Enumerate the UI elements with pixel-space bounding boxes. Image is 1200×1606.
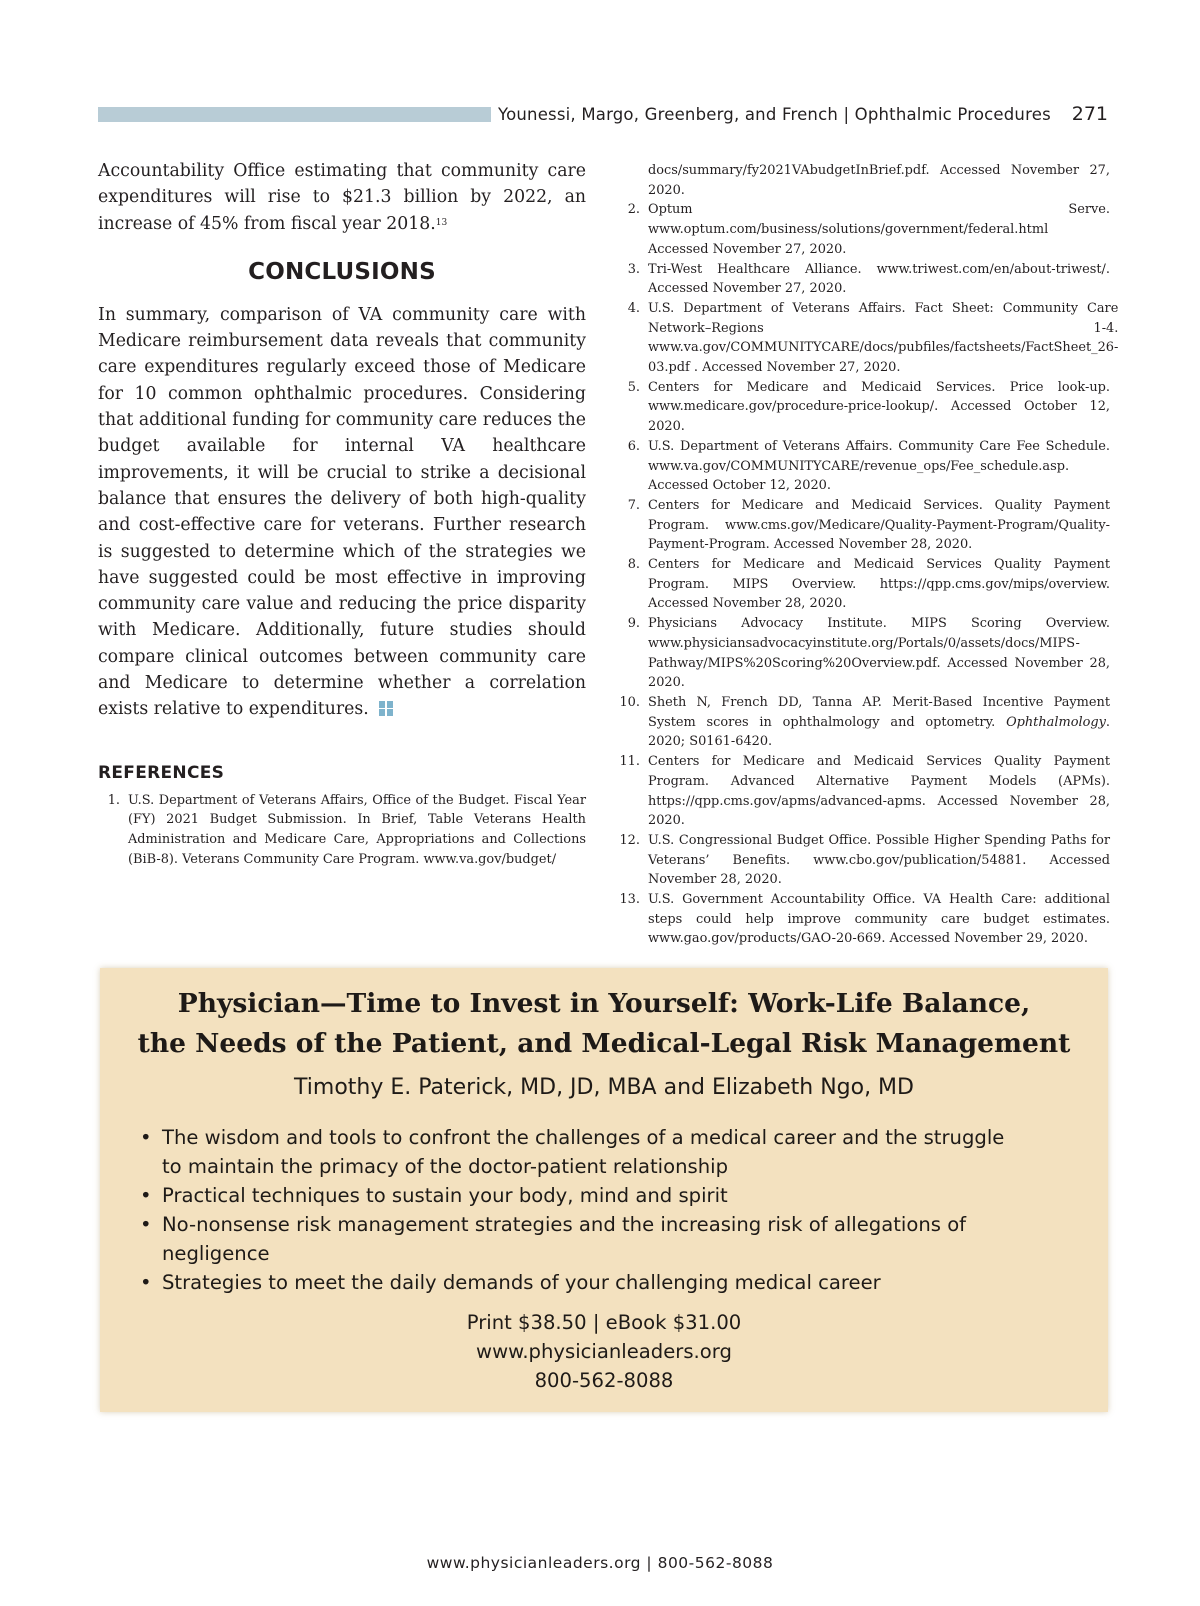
reference-number: 3. xyxy=(627,261,640,277)
reference-item xyxy=(618,614,1110,693)
reference-number: 10. xyxy=(619,694,640,710)
ad-title xyxy=(100,984,1108,1064)
reference-item xyxy=(618,693,1110,752)
reference-text: Centers for Medicare and Medicaid Services. Price look-up. www.medicare.gov/procedure-price-lookup/. Accessed October 12, 2020. xyxy=(648,379,1110,435)
reference-text: Tri-West Healthcare Alliance. www.triwest.com/en/about-triwest/. Accessed November 27, 2020. xyxy=(648,261,1110,297)
conclusions-paragraph xyxy=(98,302,586,723)
ad-price: Print $38.50 | eBook $31.00 xyxy=(466,1311,742,1334)
reference-text xyxy=(648,693,1110,752)
reference-text: U.S. Department of Veterans Affairs. Fact Sheet: Community Care Network–Regions 1-4. www.va.gov/COMMUNITYCARE/docs/pubfiles/factsheets/FactSheet_26-03.pdf . Accessed November 27, 2020. xyxy=(648,300,1119,376)
reference-item xyxy=(98,791,586,870)
reference-item xyxy=(618,378,1110,437)
conclusions-text: In summary, comparison of VA community care with Medicare reimbursement data reveals that community care expenditures regularly exceed those of Medicare for 10 common ophthalmic procedures. Considering that additional funding for community care reduces the budget available for internal VA healthcare improvements, it will be crucial to strike a decisional balance that ensures the delivery of both high-quality and cost-effective care for veterans. Further research is suggested to determine which of the strategies we have suggested could be most effective in improving community care value and reducing the price disparity with Medicare. Additionally, future studies should compare clinical outcomes between community care and Medicare to determine whether a correlation exists relative to expenditures. xyxy=(98,304,586,720)
ad-bullet: • The wisdom and tools to confront the challenges of a medical career and the struggle to maintain the primacy of the doctor-patient relationship xyxy=(140,1123,1020,1181)
reference-item xyxy=(618,555,1110,614)
header-bar xyxy=(98,107,491,122)
reference-item xyxy=(618,831,1110,890)
reference-number xyxy=(618,161,648,200)
reference-text-tail: . 2020; S0161-6420. xyxy=(648,714,1110,750)
reference-text: docs/summary/fy2021VAbudgetInBrief.pdf. Accessed November 27, 2020. xyxy=(648,163,1110,198)
reference-number: 6. xyxy=(627,438,640,454)
reference-number: 9. xyxy=(627,616,640,632)
reference-text: U.S. Department of Veterans Affairs. Community Care Fee Schedule. www.va.gov/COMMUNITYCARE/revenue_ops/Fee_schedule.asp. Accessed October 12, 2020. xyxy=(648,438,1110,494)
reference-text: Centers for Medicare and Medicaid Services Quality Payment Program. Advanced Alternative Payment Models (APMs). https://qpp.cms.gov/apms/advanced-apms. Accessed November 28, 2020. xyxy=(648,754,1110,829)
reference-text: U.S. Government Accountability Office. VA Health Care: additional steps could help improve community care budget estimates. www.gao.gov/products/GAO-20-669. Accessed November 29, 2020. xyxy=(648,892,1110,947)
ad-website[interactable]: www.physicianleaders.org xyxy=(476,1340,732,1363)
references-list-right xyxy=(618,161,1119,949)
running-title: Younessi, Margo, Greenberg, and French | Ophthalmic Procedures xyxy=(498,105,1051,124)
ad-title-line-1: Physician—Time to Invest in Yourself: Work-Life Balance, xyxy=(177,988,1031,1019)
reference-number: 1. xyxy=(107,792,120,808)
page-footer: www.physicianleaders.org | 800-562-8088 xyxy=(426,1554,774,1572)
book-advertisement xyxy=(100,968,1108,1412)
reference-number: 12. xyxy=(619,832,640,848)
reference-text: Physicians Advocacy Institute. MIPS Scoring Overview. www.physiciansadvocacyinstitute.org/Portals/0/assets/docs/MIPS-Pathway/MIPS%20Scoring%20Overview.pdf. Accessed November 28, 2020. xyxy=(648,616,1110,691)
reference-item xyxy=(618,200,1110,259)
running-head xyxy=(498,103,1108,129)
reference-number: 11. xyxy=(619,754,640,770)
left-column xyxy=(98,158,586,869)
reference-number: 4. xyxy=(627,300,640,316)
citation-13: 13 xyxy=(435,217,448,228)
ad-pricing-block xyxy=(100,1308,1108,1395)
reference-number: 2. xyxy=(627,202,640,218)
references-heading: REFERENCES xyxy=(98,762,225,783)
ad-bullet: • Strategies to meet the daily demands of your challenging medical career xyxy=(140,1268,1020,1297)
reference-text: U.S. Department of Veterans Affairs, Office of the Budget. Fiscal Year (FY) 2021 Budget Submission. In Brief, Table Veterans Health Administration and Medicare Care, Appropriations and Collections (BiB-8). Veterans Community Care Program. www.va.gov/budget/ xyxy=(128,792,586,867)
reference-item xyxy=(618,260,1110,299)
reference-item xyxy=(618,890,1110,949)
page-number: 271 xyxy=(1071,103,1108,125)
references-list-left xyxy=(98,791,586,870)
reference-item xyxy=(618,161,1110,200)
end-of-article-icon xyxy=(379,701,394,716)
reference-number: 7. xyxy=(627,497,640,513)
reference-text-main: Sheth N, French DD, Tanna AP. Merit-Based Incentive Payment System scores in ophthalmology and optometry. xyxy=(648,694,1110,730)
conclusions-heading: CONCLUSIONS xyxy=(248,258,436,285)
reference-text: Centers for Medicare and Medicaid Services Quality Payment Program. MIPS Overview. https://qpp.cms.gov/mips/overview. Accessed November 28, 2020. xyxy=(648,557,1110,612)
ad-bullet: • No-nonsense risk management strategies and the increasing risk of allegations of negligence xyxy=(140,1210,1020,1268)
reference-text: Centers for Medicare and Medicaid Services. Quality Payment Program. www.cms.gov/Medicare/Quality-Payment-Program/Quality-Payment-Program. Accessed November 28, 2020. xyxy=(648,497,1110,553)
intro-text: Accountability Office estimating that community care expenditures will rise to $21.3 billion by 2022, an increase of 45% from fiscal year 2018. xyxy=(98,161,586,234)
intro-paragraph xyxy=(98,158,586,237)
ad-bullet: • Practical techniques to sustain your body, mind and spirit xyxy=(140,1181,1020,1210)
right-column xyxy=(618,161,1119,949)
ad-bullet-list xyxy=(140,1123,1020,1297)
reference-item xyxy=(618,496,1110,555)
reference-item xyxy=(618,752,1110,831)
ad-authors: Timothy E. Paterick, MD, JD, MBA and Elizabeth Ngo, MD xyxy=(294,1075,914,1100)
reference-number: 5. xyxy=(627,379,640,395)
reference-text: U.S. Congressional Budget Office. Possible Higher Spending Paths for Veterans’ Benefits. www.cbo.gov/publication/54881. Accessed November 28, 2020. xyxy=(648,832,1110,888)
reference-number: 8. xyxy=(627,557,640,573)
reference-number: 13. xyxy=(619,892,640,908)
reference-text: Optum Serve. www.optum.com/business/solutions/government/federal.html Accessed November 27, 2020. xyxy=(648,202,1110,257)
reference-item xyxy=(618,437,1110,496)
journal-name: Ophthalmology xyxy=(1006,714,1106,730)
reference-item xyxy=(618,299,1119,378)
ad-phone: 800-562-8088 xyxy=(534,1369,674,1392)
ad-title-line-2: the Needs of the Patient, and Medical-Legal Risk Management xyxy=(137,1028,1071,1059)
